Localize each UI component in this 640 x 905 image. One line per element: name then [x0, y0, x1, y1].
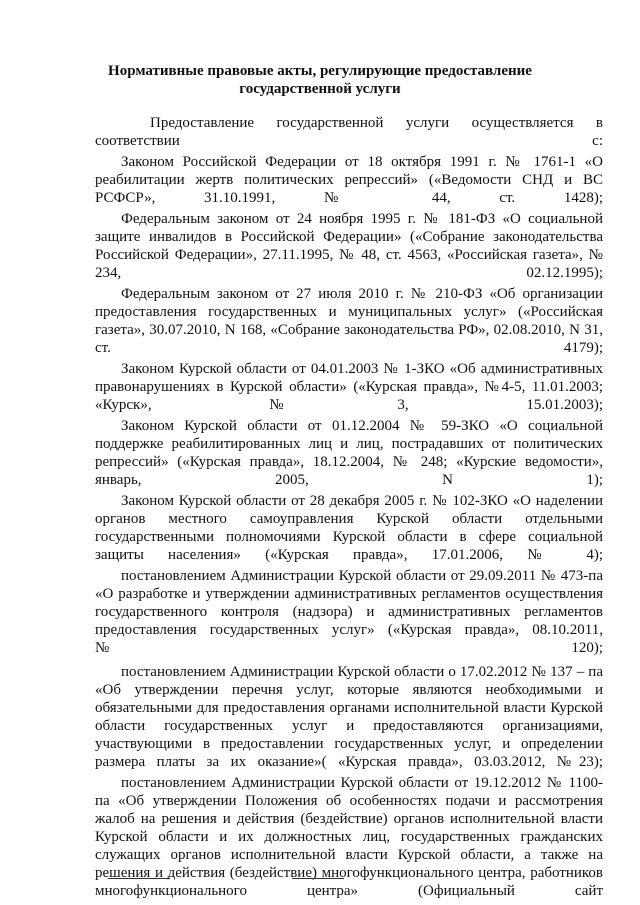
footnote-rule-right [292, 878, 344, 879]
paragraph-intro: Предоставление государственной услуги осуществляется в соответствии с: [95, 115, 603, 149]
footnote-rule-left [108, 878, 170, 879]
paragraph-law-59zko: Законом Курской области от 01.12.2004 № 59-ЗКО «О социальной поддержке реабилитированных лиц и лиц, пострадавших от политических репрессий» («Курская правда», 18.12.2004, № 248; «Курские ведомости», январь, 2005, N 1); [95, 418, 603, 488]
paragraph-law-210fz: Федеральным законом от 27 июля 2010 г. № 210-ФЗ «Об организации предоставления государственных и муниципальных услуг» («Российская газета», 30.07.2010, N 168, «Собрание законодательства РФ», 02.08.2010, N 31, ст. 4179); [95, 286, 603, 356]
paragraph-law-181fz: Федеральным законом от 24 ноября 1995 г. № 181-ФЗ «О социальной защите инвалидов в Российской Федерации» («Собрание законодательства Российской Федерации», 27.11.1995, № 48, ст. 4563, «Российская газета», № 234, 02.12.1995); [95, 211, 603, 281]
document-body [95, 114, 603, 900]
paragraph-resolution-473: постановлением Администрации Курской области от 29.09.2011 № 473-па «О разработке и утверждении административных регламентов осуществления государственного контроля (надзора) и административных регламентов предоставления государственных услуг» («Курская правда», 08.10.2011, №120); [95, 568, 603, 656]
paragraph-resolution-1100: постановлением Администрации Курской области от 19.12.2012 № 1100-па «Об утверждении Положения об особенностях подачи и рассмотрения жалоб на решения и действия (бездействие) органов исполнительной власти Курской области и их должностных лиц, государственных гражданских служащих органов исполнительной власти Курской области, а также на решения и действия (бездействие) многофункционального центра, работников многофункционального центра» (Официальный сайт [95, 775, 603, 899]
paragraph-resolution-137: постановлением Администрации Курской области о 17.02.2012 № 137 – па «Об утверждении перечня услуг, которые являются необходимыми и обязательными для предоставления органами исполнительной власти Курской области государственных услуг и предоставляются организациями, участвующими в предоставлении государственных услуг, и определении размера платы за их оказание»( «Курская правда», 03.03.2012, №23); [95, 664, 603, 770]
paragraph-law-1761: Законом Российской Федерации от 18 октября 1991 г. № 1761-1 «О реабилитации жертв политических репрессий» («Ведомости СНД и ВС РСФСР», 31.10.1991, № 44, ст. 1428); [95, 154, 603, 206]
paragraph-law-1zko: Законом Курской области от 04.01.2003 № 1-ЗКО «Об административных правонарушениях в Курской области» («Курская правда», №4-5, 11.01.2003; «Курск», №3, 15.01.2003); [95, 361, 603, 413]
document-title: Нормативные правовые акты, регулирующие предоставление государственной услуги [108, 63, 532, 97]
paragraph-law-102zko: Законом Курской области от 28 декабря 2005 г. № 102-ЗКО «О наделении органов местного самоуправления Курской области отдельными государственными полномочиями Курской области в сфере социальной защиты населения» («Курская правда», 17.01.2006, № 4); [95, 493, 603, 563]
